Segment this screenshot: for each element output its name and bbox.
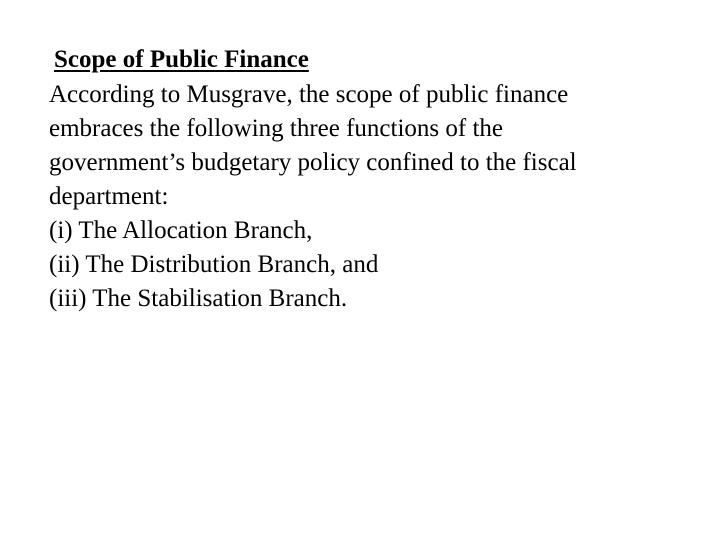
paragraph-line: embraces the following three functions of the xyxy=(49,115,504,142)
slide-body xyxy=(49,78,669,316)
list-item-allocation: (i) The Allocation Branch, xyxy=(49,217,313,244)
list-item-stabilisation: (iii) The Stabilisation Branch. xyxy=(49,285,348,312)
paragraph-line: department: xyxy=(49,183,169,210)
paragraph-line: According to Musgrave, the scope of public finance xyxy=(49,81,569,108)
paragraph-line: government’s budgetary policy confined to the fiscal xyxy=(49,149,577,176)
list-item-distribution: (ii) The Distribution Branch, and xyxy=(49,251,379,278)
slide-title: Scope of Public Finance xyxy=(54,46,309,73)
